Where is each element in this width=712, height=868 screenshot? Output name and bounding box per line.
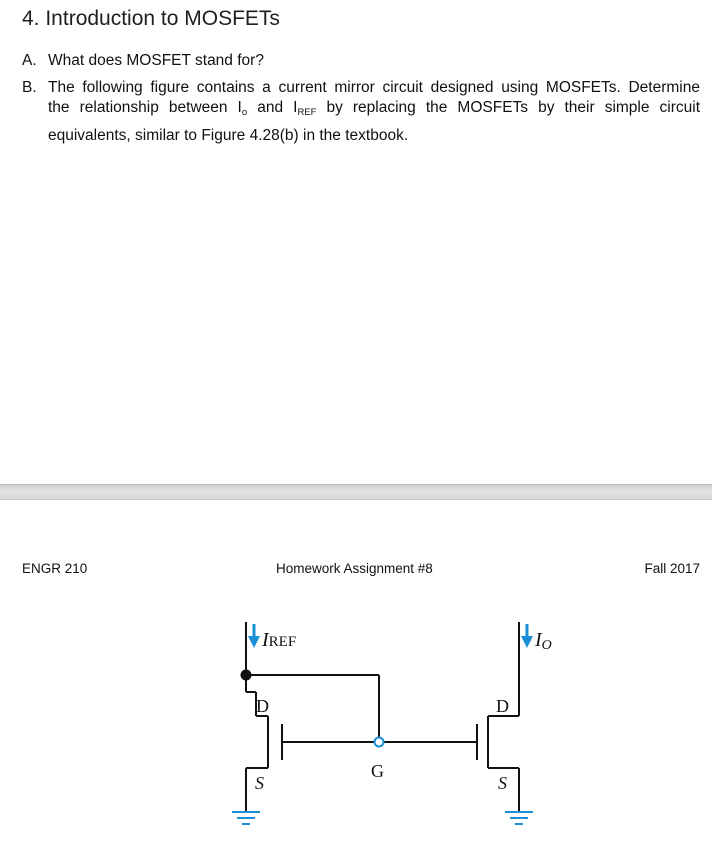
question-a-letter: A.: [22, 52, 37, 69]
io-arrow: [521, 624, 533, 648]
page-break: [0, 484, 712, 500]
iref-arrow: [248, 624, 260, 648]
question-a-text: What does MOSFET stand for?: [48, 52, 264, 69]
left-ground-symbol: [232, 796, 260, 824]
right-drain-label: D: [496, 696, 509, 716]
right-ground-symbol: [505, 796, 533, 824]
current-mirror-circuit: [0, 600, 712, 868]
right-source-label: S: [498, 773, 507, 793]
drain-node-dot: [241, 670, 252, 681]
assignment-label: Homework Assignment #8: [276, 561, 433, 576]
left-drain-label: D: [256, 696, 269, 716]
course-label: ENGR 210: [22, 561, 88, 576]
iref-subscript: REF: [297, 107, 317, 118]
question-b-line-1: The following figure contains a current mirror circuit designed using MOSFETs. Determine: [48, 79, 700, 96]
question-b-line-3: equivalents, similar to Figure 4.28(b) in the textbook.: [48, 127, 409, 144]
question-b-line-2: the relationship between $I_o$ and $I_{REF}$ by replacing the MOSFETs by their simple circuit: [48, 99, 701, 118]
iref-label: IREF: [262, 629, 297, 651]
gate-terminal: [375, 738, 384, 747]
left-source-label: S: [255, 773, 264, 793]
io-subscript: o: [241, 107, 248, 118]
io-label: IO: [535, 629, 552, 653]
question-b-letter: B.: [22, 79, 37, 96]
term-label: Fall 2017: [644, 561, 700, 576]
gate-label: G: [371, 761, 384, 781]
section-heading: 4. Introduction to MOSFETs: [22, 7, 280, 30]
